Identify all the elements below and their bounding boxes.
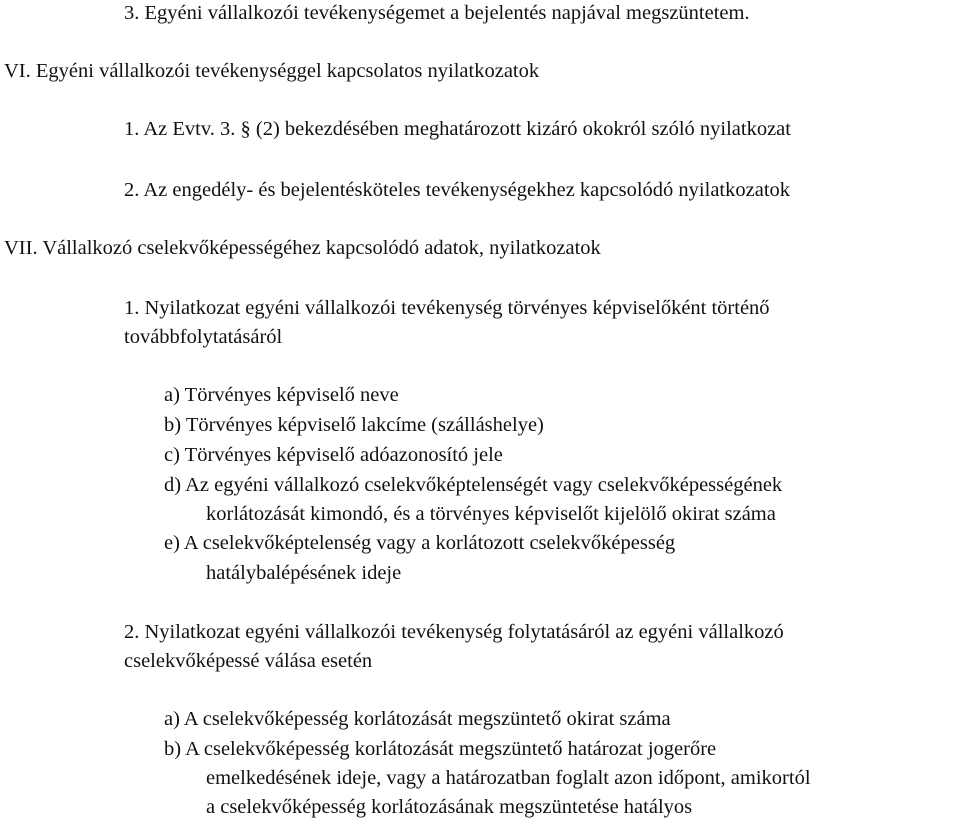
section-vi-item-1: 1. Az Evtv. 3. § (2) bekezdésében meghatározott kizáró okokról szóló nyilatkozat bbox=[124, 118, 791, 140]
field-e-effective-date: e) A cselekvőképtelenség vagy a korlátozott cselekvőképesség bbox=[164, 532, 676, 554]
field-d-document-number-cont: korlátozását kimondó, és a törvényes képviselőt kijelölő okirat száma bbox=[206, 503, 776, 525]
section-vii-item-2-title: 2. Nyilatkozat egyéni vállalkozói tevékenység folytatásáról az egyéni vállalkozó bbox=[124, 621, 784, 643]
section-vii-heading: VII. Vállalkozó cselekvőképességéhez kapcsolódó adatok, nyilatkozatok bbox=[4, 237, 601, 259]
field-e-effective-date-cont: hatálybalépésének ideje bbox=[206, 562, 402, 584]
section-vi-item-2: 2. Az engedély- és bejelentésköteles tevékenységekhez kapcsolódó nyilatkozatok bbox=[124, 179, 791, 201]
field-a-legal-rep-name: a) Törvényes képviselő neve bbox=[164, 384, 399, 406]
field-b-decision-final-date-cont-1: emelkedésének ideje, vagy a határozatban foglalt azon időpont, amikortól bbox=[206, 767, 811, 789]
section-vi-heading: VI. Egyéni vállalkozói tevékenységgel kapcsolatos nyilatkozatok bbox=[4, 60, 540, 82]
field-b-legal-rep-address: b) Törvényes képviselő lakcíme (szálláshelye) bbox=[164, 414, 544, 436]
section-vii-item-1-title-cont: továbbfolytatásáról bbox=[124, 326, 283, 348]
section-vii-item-1-title: 1. Nyilatkozat egyéni vállalkozói tevékenység törvényes képviselőként történő bbox=[124, 297, 770, 319]
field-d-document-number: d) Az egyéni vállalkozó cselekvőképtelenségét vagy cselekvőképességének bbox=[164, 474, 783, 496]
statement-3-text: 3. Egyéni vállalkozói tevékenységemet a bejelentés napjával megszüntetem. bbox=[124, 2, 750, 24]
field-c-legal-rep-tax-id: c) Törvényes képviselő adóazonosító jele bbox=[164, 444, 503, 466]
section-vii-item-2-title-cont: cselekvőképessé válása esetén bbox=[124, 650, 373, 672]
field-b-decision-final-date: b) A cselekvőképesség korlátozását megszüntető határozat jogerőre bbox=[164, 738, 717, 760]
field-b-decision-final-date-cont-2: a cselekvőképesség korlátozásának megszüntetése hatályos bbox=[206, 796, 693, 818]
field-a-termination-doc-number: a) A cselekvőképesség korlátozását megszüntető okirat száma bbox=[164, 708, 671, 730]
